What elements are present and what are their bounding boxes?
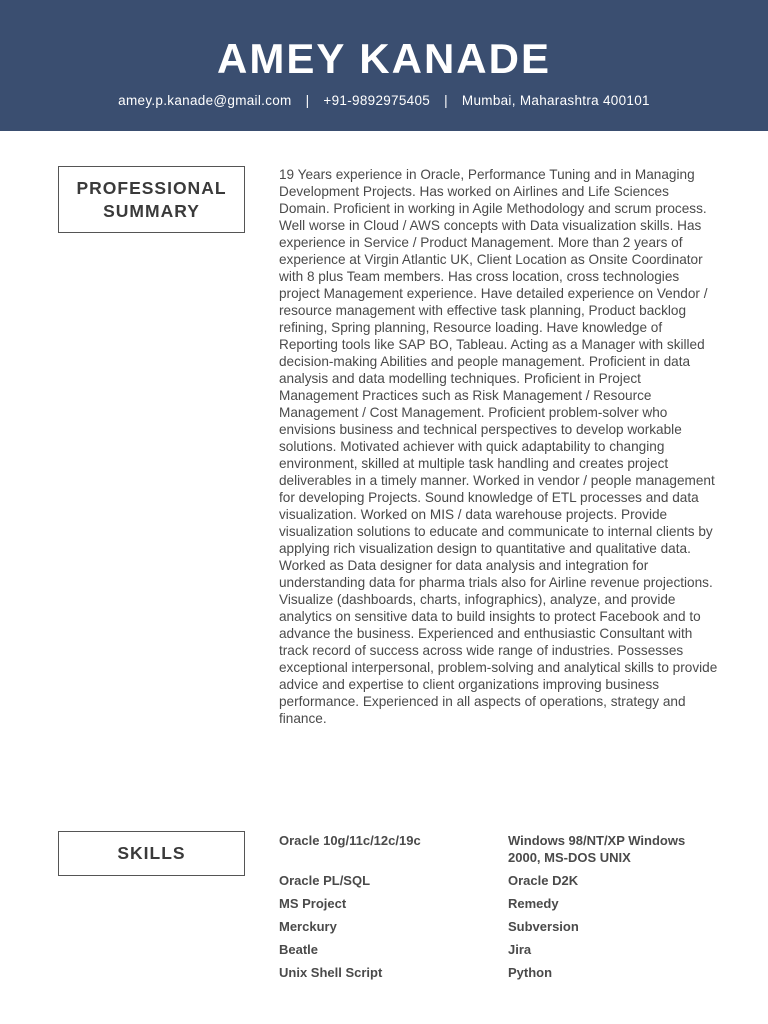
skill-item: Oracle PL/SQL [279,873,371,888]
contact-line [0,92,768,110]
skill-item: Beatle [279,942,319,957]
skills-list [279,832,719,981]
skill-item: Jira [508,942,532,957]
skill-item: MS Project [279,896,347,911]
summary-heading-line1: PROFESSIONAL [76,177,227,198]
phone-number: +91-9892975405 [323,93,431,108]
professional-summary-text: 19 Years experience in Oracle, Performance Tuning and in Managing Development Projects. Has worked on Airlines and Life Sciences Domain. Proficient in working in Agile Methodology and scrum process. Well worse in Cloud / AWS concepts with Data visualization skills. Has experience in Service / Product Management. More than 2 years of experience at Virgin Atlantic UK, Client Location as Onsite Coordinator with 8 plus Team members. Has cross location, cross technologies project Management experience. Have detailed experience on Vendor / resource management with effective task planning, Product backlog refining, Spring planning, Resource loading. Have knowledge of Reporting tools like SAP BO, Tableau. Acting as a Manager with skilled decision-making Abilities and people management. Proficient in data analysis and data modelling techniques. Proficient in Project Management Practices such as Risk Management / Resource Management / Cost Management. Proficient problem-solver who envisions business and technical perspectives to develop workable solutions. Motivated achiever with quick adaptability to changing environment, skilled at multiple task handling and creates project deliverables in a timely manner. Worked in vendor / people management for developing Projects. Sound knowledge of ETL processes and data visualization. Worked on MIS / data warehouse projects. Provide visualization solutions to educate and communicate to internal clients by applying rich visualization design to quantitative and qualitative data. Worked as Data designer for data analysis and integration for understanding data for pharma trials also for Airline revenue projections. Visualize (dashboards, charts, infographics), analyze, and provide analytics on sensitive data to build insights to protect Facebook and to advance the business. Experienced and enthusiastic Consultant with track record of success across wide range of industries. Possesses exceptional interpersonal, problem-solving and analytical skills to provide advice and expertise to client organizations improving business performance. Experienced in all aspects of operations, strategy and finance. [279,167,718,726]
resume-header [0,0,768,131]
location: Mumbai, Maharashtra 400101 [461,93,650,108]
skill-item: Remedy [508,896,559,911]
candidate-name: AMEY KANADE [217,35,551,82]
skill-item: Oracle D2K [508,873,579,888]
skill-item: Python [508,965,553,980]
skills-heading: SKILLS [58,831,245,876]
professional-summary-heading [58,166,245,233]
skill-item: Unix Shell Script [279,965,383,980]
skill-item: Windows 98/NT/XP Windows 2000, MS-DOS UNIX [508,833,686,865]
summary-heading-line2: SUMMARY [103,200,200,221]
skill-item: Subversion [508,919,579,934]
skill-item: Merckury [279,919,337,934]
email-link[interactable]: amey.p.kanade@gmail.com [118,93,292,108]
contact-separator: | [305,93,310,108]
contact-separator: | [444,93,448,108]
skill-item: Oracle 10g/11c/12c/19c [279,833,421,848]
